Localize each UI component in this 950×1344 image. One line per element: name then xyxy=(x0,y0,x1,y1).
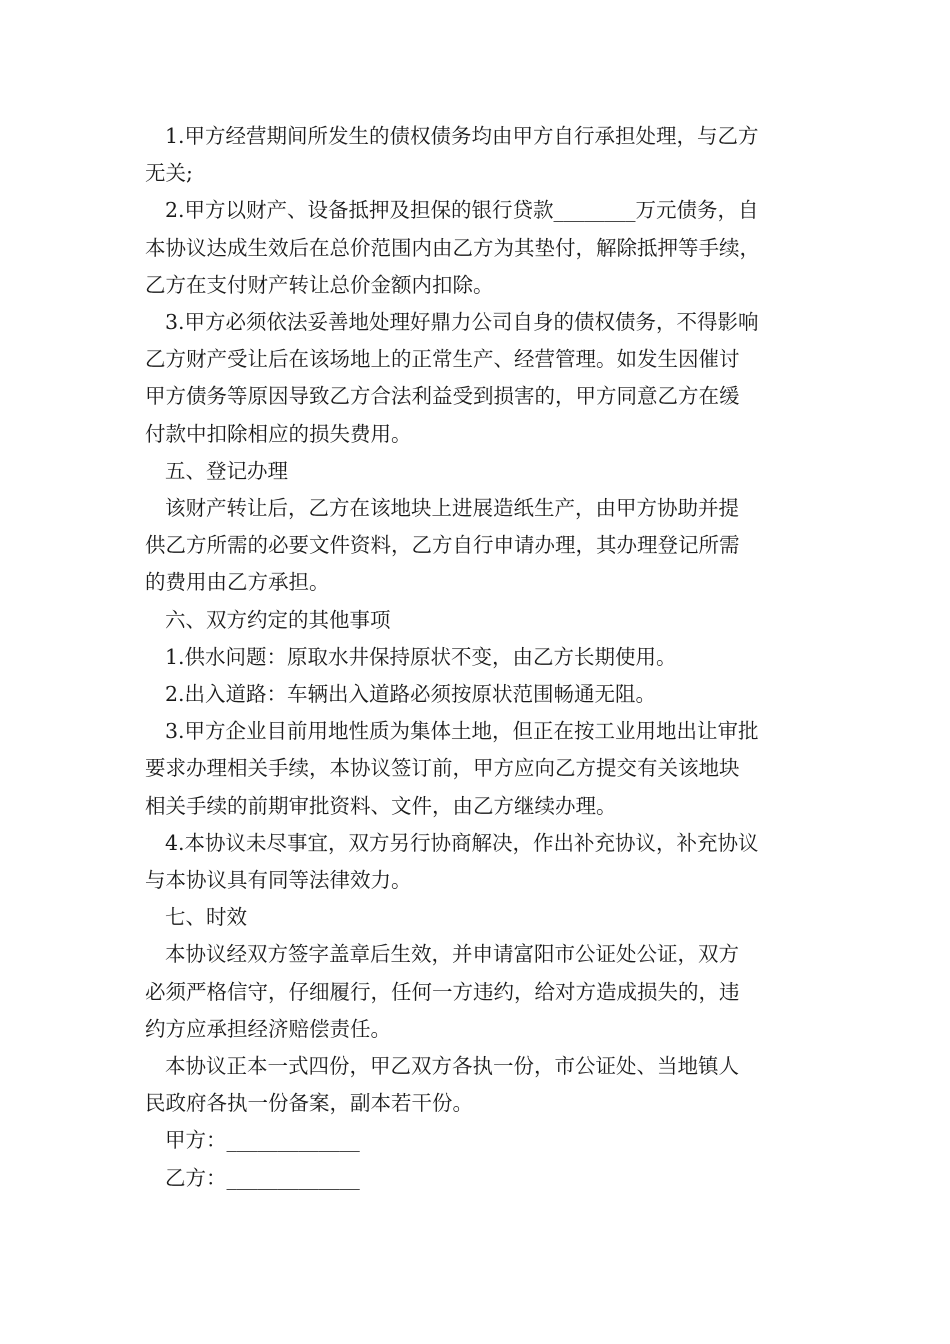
text-line: 3.甲方必须依法妥善地处理好鼎力公司自身的债权债务，不得影响 xyxy=(165,310,759,335)
text-line: 该财产转让后，乙方在该地块上进展造纸生产，由甲方协助并提 xyxy=(165,496,739,521)
text-line: 4.本协议未尽事宜，双方另行协商解决，作出补充协议，补充协议 xyxy=(165,830,759,855)
text-line: 1.甲方经营期间所发生的债权债务均由甲方自行承担处理，与乙方 xyxy=(165,124,759,148)
text-line: 必须严格信守，仔细履行，任何一方违约，给对方造成损失的，违 xyxy=(145,979,740,1004)
clause-b2 xyxy=(145,676,825,713)
heading-text: 六、双方约定的其他事项 xyxy=(165,607,391,632)
text-line: 乙方在支付财产转让总价金额内扣除。 xyxy=(145,272,494,297)
text-line: 甲方债务等原因导致乙方合法利益受到损害的，甲方同意乙方在缓 xyxy=(145,384,740,409)
text-line: 民政府各执一份备案，副本若干份。 xyxy=(145,1091,473,1116)
document-body xyxy=(145,118,825,1197)
text-line: 与本协议具有同等法律效力。 xyxy=(145,868,412,893)
text-line: 乙方财产受让后在该场地上的正常生产、经营管理。如发生因催讨 xyxy=(145,347,740,372)
party-a-signature: 甲方：_____________ xyxy=(165,1128,360,1153)
clause-a1 xyxy=(145,118,825,192)
text-line: 本协议经双方签字盖章后生效，并申请富阳市公证处公证，双方 xyxy=(165,942,739,967)
text-line: 本协议达成生效后在总价范围内由乙方为其垫付，解除抵押等手续， xyxy=(145,235,760,260)
registration-paragraph xyxy=(145,490,825,602)
clause-a2 xyxy=(145,192,825,304)
text-line: 付款中扣除相应的损失费用。 xyxy=(145,421,412,446)
clause-a3 xyxy=(145,304,825,453)
heading-text: 五、登记办理 xyxy=(165,458,288,483)
text-line: 相关手续的前期审批资料、文件，由乙方继续办理。 xyxy=(145,793,617,818)
clause-b1 xyxy=(145,639,825,676)
text-line: 2.出入道路：车辆出入道路必须按原状范围畅通无阻。 xyxy=(165,682,657,707)
party-b-signature: 乙方：_____________ xyxy=(165,1165,360,1190)
section-heading-7 xyxy=(145,899,825,936)
heading-text: 七、时效 xyxy=(165,905,247,930)
text-line: 约方应承担经济赔偿责任。 xyxy=(145,1016,391,1041)
section-heading-6 xyxy=(145,602,825,639)
effectiveness-paragraph xyxy=(145,936,825,1048)
section-heading-5 xyxy=(145,453,825,490)
text-line: 1.供水问题：原取水井保持原状不变，由乙方长期使用。 xyxy=(165,644,677,669)
text-line: 供乙方所需的必要文件资料，乙方自行申请办理，其办理登记所需 xyxy=(145,533,740,558)
text-line: 2.甲方以财产、设备抵押及担保的银行贷款________万元债务，自 xyxy=(165,198,759,223)
copies-paragraph xyxy=(145,1048,825,1122)
clause-b4 xyxy=(145,825,825,899)
text-line: 3.甲方企业目前用地性质为集体土地，但正在按工业用地出让审批 xyxy=(165,719,759,744)
text-line: 本协议正本一式四份，甲乙双方各执一份，市公证处、当地镇人 xyxy=(165,1054,739,1079)
text-line: 要求办理相关手续，本协议签订前，甲方应向乙方提交有关该地块 xyxy=(145,756,740,781)
text-line: 的费用由乙方承担。 xyxy=(145,570,330,595)
text-line: 无关; xyxy=(145,161,193,186)
clause-b3 xyxy=(145,713,825,825)
